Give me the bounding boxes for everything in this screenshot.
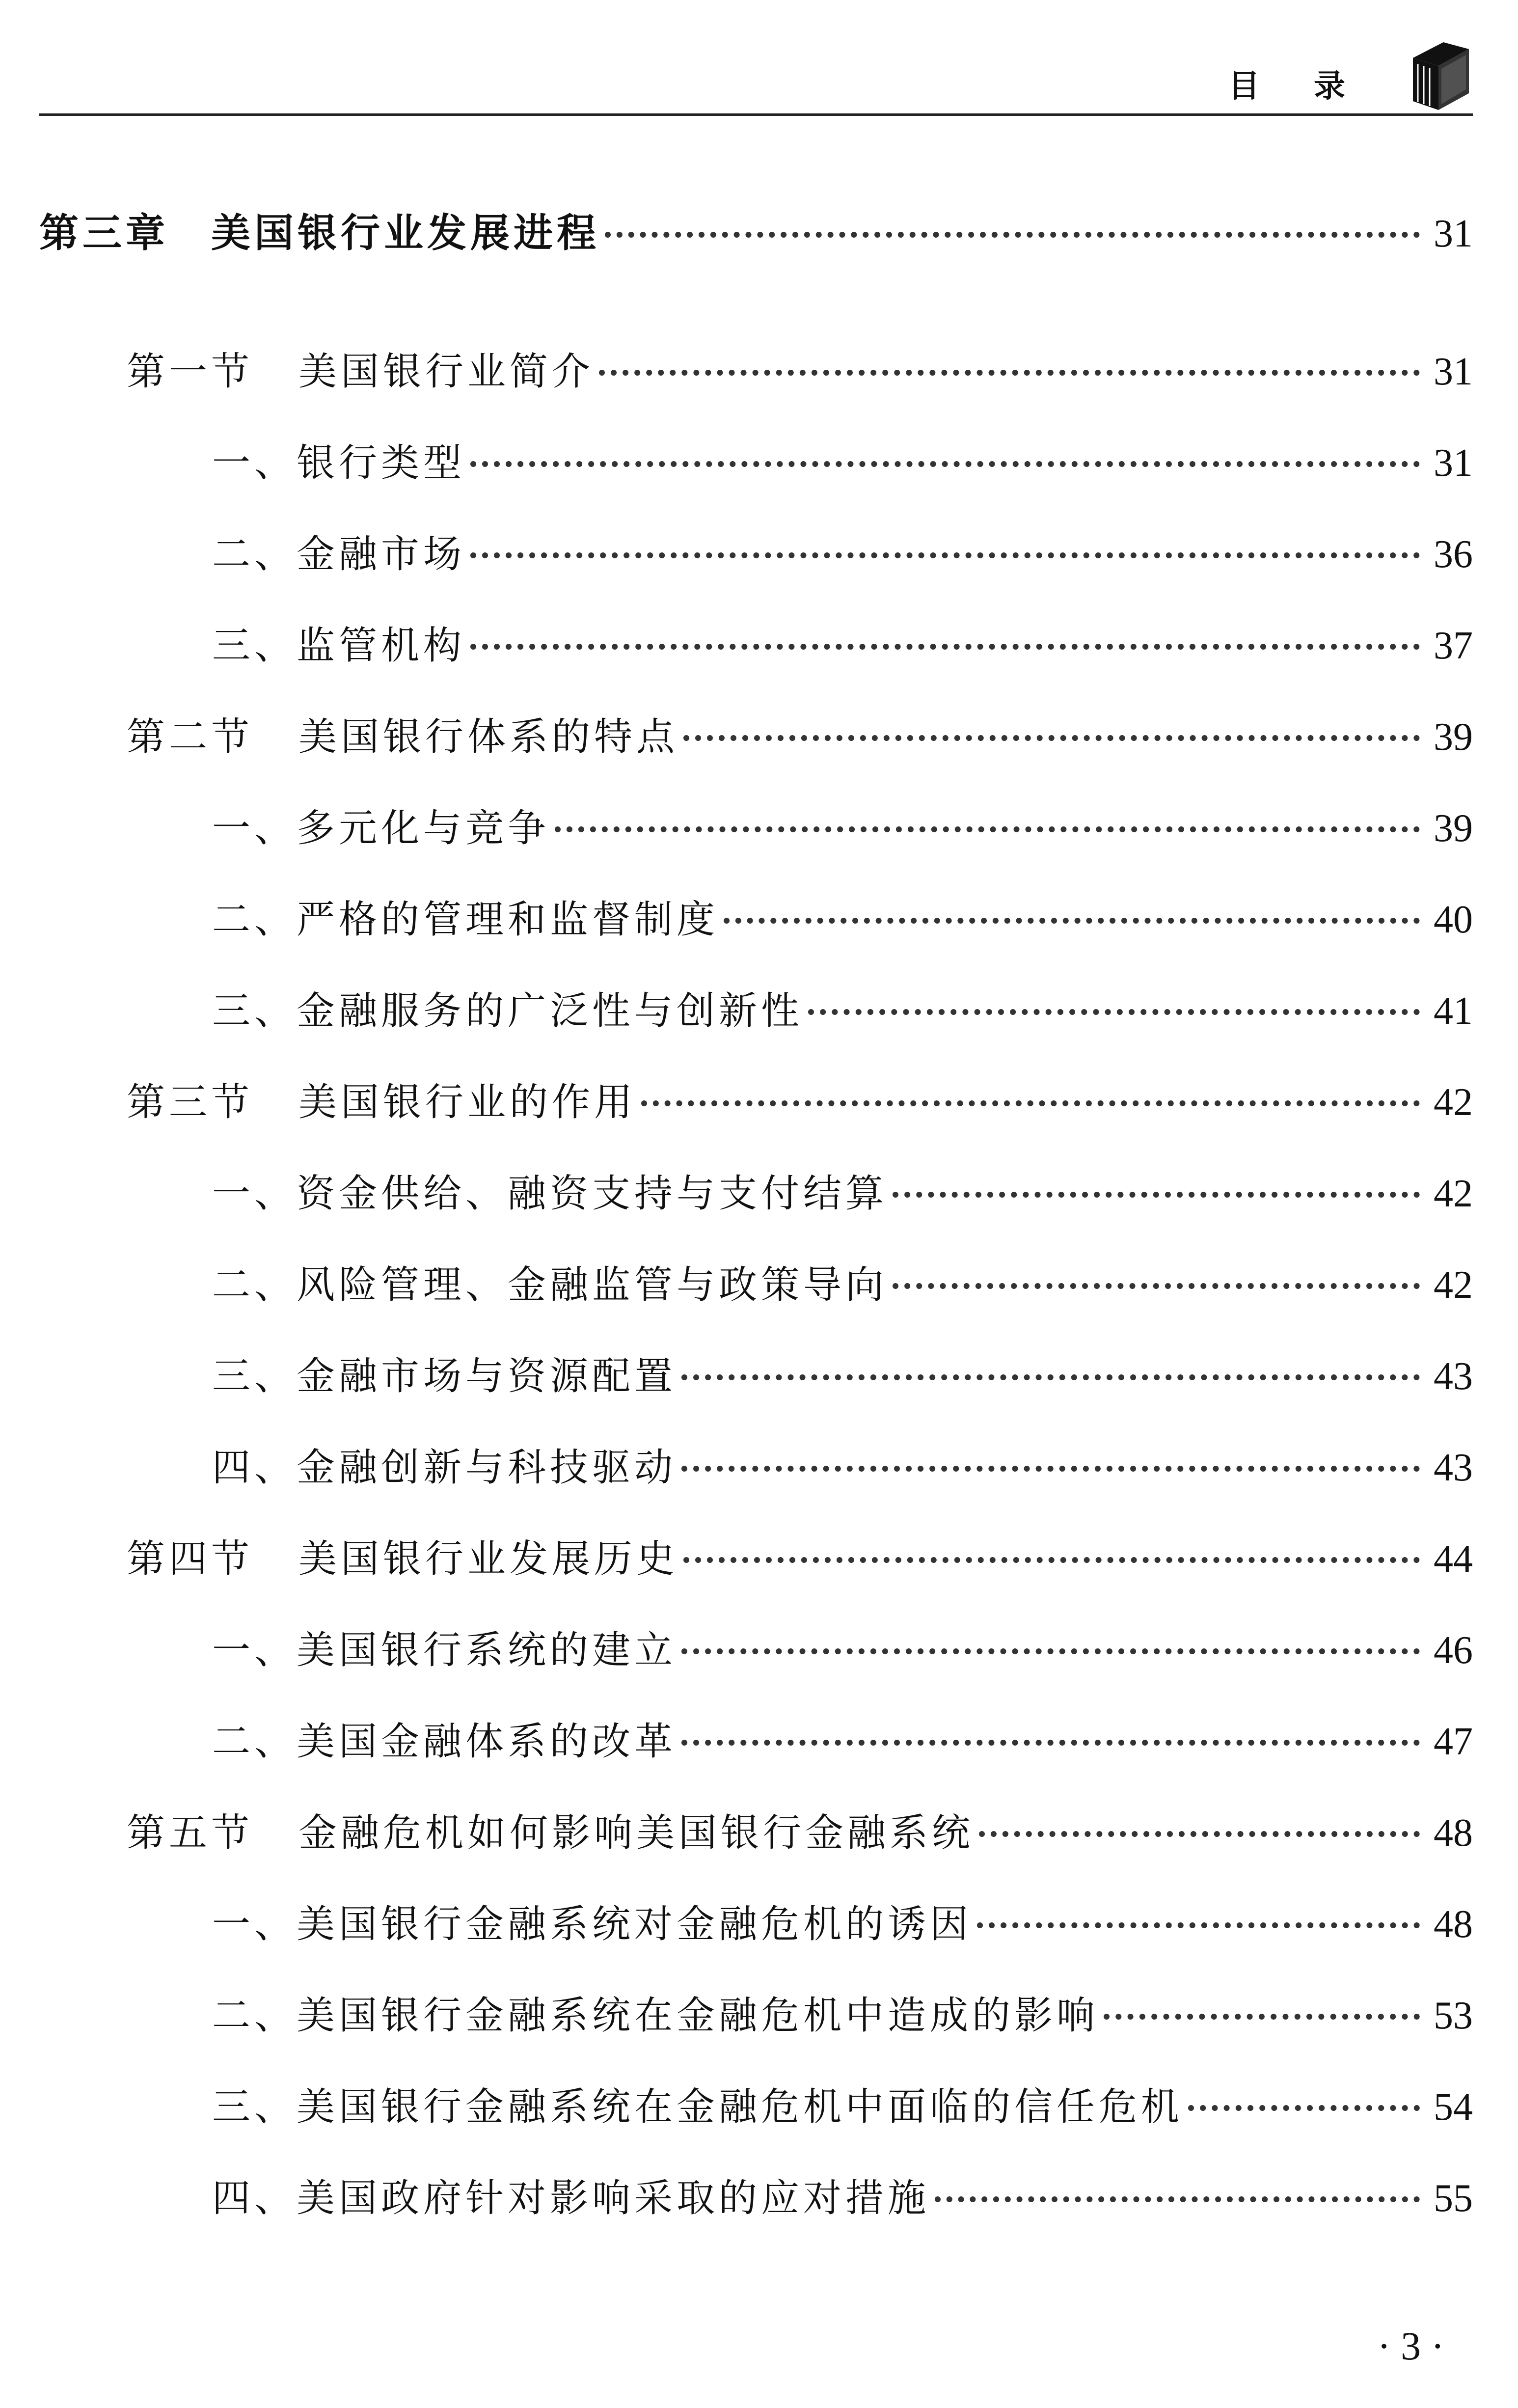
toc-item-title: 三、金融市场与资源配置 <box>212 1354 677 1398</box>
toc-section-4[interactable] <box>127 1532 1473 1586</box>
toc-page-number: 55 <box>1434 2177 1473 2220</box>
toc-page-number: 40 <box>1434 898 1473 941</box>
toc-page-number: 46 <box>1434 1629 1473 1672</box>
dot-leader <box>1188 2105 1420 2111</box>
toc-label <box>127 1806 974 1860</box>
toc-item[interactable] <box>212 893 1473 947</box>
toc-page-number: 42 <box>1434 1172 1473 1215</box>
dot-leader <box>1104 2014 1420 2020</box>
toc-page-number: 41 <box>1434 989 1473 1033</box>
dot-leader <box>724 918 1420 924</box>
toc-item[interactable] <box>212 527 1473 581</box>
dot-leader <box>935 2196 1420 2202</box>
toc-page-number: 43 <box>1434 1355 1473 1398</box>
toc-section-5[interactable] <box>127 1806 1473 1860</box>
toc-page-number: 48 <box>1434 1811 1473 1855</box>
toc-item-title: 二、金融市场 <box>212 532 466 576</box>
toc-page-number: 31 <box>1434 212 1473 255</box>
page-header <box>39 0 1473 116</box>
toc-item[interactable] <box>212 1715 1473 1769</box>
toc-label <box>127 1532 678 1586</box>
dot-leader <box>681 1466 1420 1472</box>
dot-leader <box>470 552 1420 558</box>
toc-section-2[interactable] <box>127 710 1473 764</box>
toc-item[interactable] <box>212 2171 1473 2225</box>
toc-section-num: 第四节 <box>127 1537 254 1581</box>
dot-leader <box>555 826 1420 832</box>
toc-section-num: 第一节 <box>127 350 254 394</box>
toc-item[interactable] <box>212 1441 1473 1495</box>
toc-item[interactable] <box>212 436 1473 490</box>
toc-item[interactable] <box>212 984 1473 1038</box>
toc-chapter-3[interactable] <box>39 206 1473 261</box>
toc-page-number: 42 <box>1434 1081 1473 1124</box>
toc-item-title: 一、美国银行系统的建立 <box>212 1628 677 1672</box>
toc-item-title: 一、资金供给、融资支持与支付结算 <box>212 1172 888 1216</box>
dot-leader <box>681 1374 1420 1380</box>
dot-leader <box>683 735 1420 741</box>
toc-page-number: 39 <box>1434 715 1473 759</box>
toc-item[interactable] <box>212 1989 1473 2043</box>
toc-section-3[interactable] <box>127 1075 1473 1129</box>
toc-item-title: 四、金融创新与科技驱动 <box>212 1446 677 1490</box>
toc-item[interactable] <box>212 1258 1473 1312</box>
page-number: · 3 · <box>1377 2324 1444 2368</box>
toc-label <box>127 710 678 764</box>
dot-leader <box>641 1100 1420 1106</box>
toc-item[interactable] <box>212 2080 1473 2134</box>
toc-chapter-num: 第三章 <box>39 210 169 256</box>
toc-section-num: 第五节 <box>127 1811 254 1855</box>
toc-item-title: 三、监管机构 <box>212 624 466 668</box>
dot-leader <box>681 1740 1420 1746</box>
toc-page-number: 44 <box>1434 1537 1473 1581</box>
toc-item[interactable] <box>212 801 1473 855</box>
toc-label <box>127 1075 636 1129</box>
toc-item-title: 三、金融服务的广泛性与创新性 <box>212 989 804 1033</box>
toc-item[interactable] <box>212 1623 1473 1677</box>
dot-leader <box>599 370 1420 376</box>
toc-page-number: 42 <box>1434 1263 1473 1307</box>
toc-section-num: 第三节 <box>127 1080 254 1124</box>
toc-page-number: 53 <box>1434 1994 1473 2037</box>
dot-leader <box>681 1648 1420 1654</box>
dot-leader <box>808 1009 1420 1015</box>
toc-section-title: 美国银行业发展历史 <box>298 1537 679 1581</box>
dot-leader <box>470 461 1420 467</box>
toc-item[interactable] <box>212 619 1473 673</box>
dot-leader <box>470 644 1420 650</box>
toc-page-number: 43 <box>1434 1446 1473 1489</box>
toc-section-title: 金融危机如何影响美国银行金融系统 <box>298 1811 975 1855</box>
toc-page-number: 39 <box>1434 807 1473 850</box>
toc-page-number: 48 <box>1434 1903 1473 1946</box>
toc-section-num: 第二节 <box>127 715 254 759</box>
toc-page-number: 54 <box>1434 2085 1473 2129</box>
toc-section-1[interactable] <box>127 345 1473 399</box>
toc-item-title: 三、美国银行金融系统在金融危机中面临的信任危机 <box>212 2085 1184 2129</box>
toc-item[interactable] <box>212 1897 1473 1951</box>
toc-item-title: 二、美国银行金融系统在金融危机中造成的影响 <box>212 1994 1099 2038</box>
toc-section-title: 美国银行业简介 <box>298 350 595 394</box>
toc-section-title: 美国银行体系的特点 <box>298 715 679 759</box>
toc-item-title: 一、银行类型 <box>212 441 466 485</box>
toc-label <box>127 345 594 399</box>
dot-leader <box>893 1283 1420 1289</box>
toc-item-title: 二、美国金融体系的改革 <box>212 1720 677 1764</box>
toc-item-title: 一、多元化与竞争 <box>212 806 550 850</box>
toc-label <box>39 206 600 260</box>
toc-item-title: 四、美国政府针对影响采取的应对措施 <box>212 2176 930 2220</box>
toc-section-title: 美国银行业的作用 <box>298 1080 637 1124</box>
dot-leader <box>893 1192 1420 1198</box>
toc-page-number: 47 <box>1434 1720 1473 1763</box>
toc-item-title: 二、风险管理、金融监管与政策导向 <box>212 1263 888 1307</box>
toc-page-number: 37 <box>1434 624 1473 667</box>
dot-leader <box>979 1831 1420 1837</box>
dot-leader <box>683 1557 1420 1563</box>
book-icon <box>1409 38 1473 112</box>
toc-item-title: 一、美国银行金融系统对金融危机的诱因 <box>212 1902 973 1946</box>
toc-page-number: 31 <box>1434 350 1473 393</box>
toc-item[interactable] <box>212 1349 1473 1403</box>
dot-leader <box>605 232 1420 238</box>
toc-item-title: 二、严格的管理和监督制度 <box>212 898 719 942</box>
header-title: 目录 <box>1228 68 1399 105</box>
toc-page-number: 31 <box>1434 441 1473 485</box>
toc-page-number: 36 <box>1434 533 1473 576</box>
toc-item[interactable] <box>212 1167 1473 1221</box>
dot-leader <box>977 1922 1420 1928</box>
toc-chapter-title: 美国银行业发展进程 <box>211 210 600 256</box>
